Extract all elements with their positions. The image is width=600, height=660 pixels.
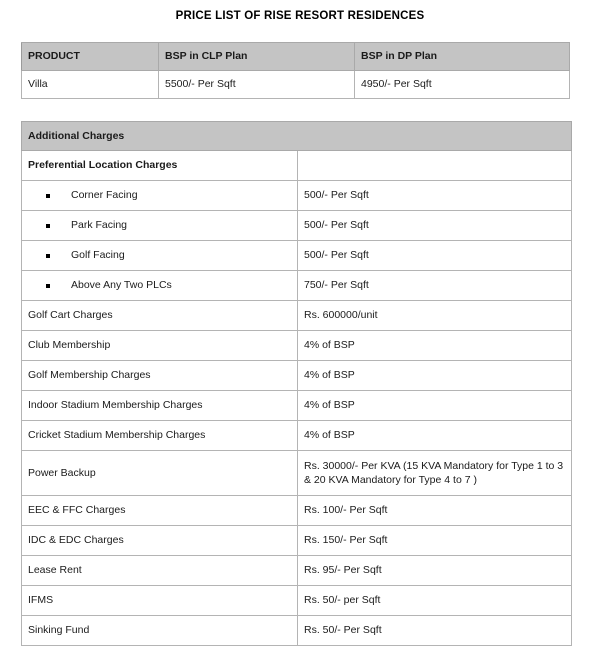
table-row (22, 586, 572, 616)
table-row (22, 361, 572, 391)
bullet-square-icon (46, 254, 50, 258)
table-row (22, 211, 572, 241)
cell-charge-label: Golf Cart Charges (22, 301, 298, 331)
additional-charges-table (21, 121, 572, 646)
section-title-additional-charges: Additional Charges (22, 122, 572, 151)
cell-charge-value: 4% of BSP (298, 331, 572, 361)
cell-charge-value: Rs. 95/- Per Sqft (298, 556, 572, 586)
cell-charge-value: 4% of BSP (298, 361, 572, 391)
table-row (22, 71, 570, 99)
bullet-square-icon (46, 284, 50, 288)
cell-charge-label: Golf Membership Charges (22, 361, 298, 391)
table-row (22, 496, 572, 526)
cell-charge-label: Club Membership (22, 331, 298, 361)
cell-charge-label: IFMS (22, 586, 298, 616)
cell-charge-label: IDC & EDC Charges (22, 526, 298, 556)
cell-charge-value: Rs. 100/- Per Sqft (298, 496, 572, 526)
charge-label-text: Corner Facing (71, 189, 138, 201)
cell-charge-value: 500/- Per Sqft (298, 241, 572, 271)
table-row (22, 556, 572, 586)
price-list-table (21, 42, 570, 99)
cell-charge-value (298, 451, 572, 496)
charge-value-text: Rs. 30000/- Per KVA (15 KVA Mandatory for Type 1 to 3 & 20 KVA Mandatory for Type 4 to 7 ) (304, 459, 564, 486)
table-row (22, 451, 572, 496)
cell-bsp-dp-value: 4950/- Per Sqft (355, 71, 570, 99)
cell-charge-value: 4% of BSP (298, 421, 572, 451)
cell-charge-value: Rs. 50/- Per Sqft (298, 616, 572, 646)
cell-charge-value: 500/- Per Sqft (298, 181, 572, 211)
table-row (22, 331, 572, 361)
cell-charge-label: EEC & FFC Charges (22, 496, 298, 526)
charge-label-text: Golf Facing (71, 249, 125, 261)
cell-charge-label (22, 211, 298, 241)
table-row (22, 301, 572, 331)
table-row (22, 526, 572, 556)
table-row (22, 421, 572, 451)
bullet-square-icon (46, 224, 50, 228)
section-header-row (22, 122, 572, 151)
plc-group-label: Preferential Location Charges (22, 151, 298, 181)
charge-label-text: Above Any Two PLCs (71, 279, 172, 291)
cell-product-name: Villa (22, 71, 159, 99)
cell-charge-label: Sinking Fund (22, 616, 298, 646)
cell-bsp-clp-value: 5500/- Per Sqft (159, 71, 355, 99)
bullet-square-icon (46, 194, 50, 198)
table-row (22, 616, 572, 646)
table-row (22, 241, 572, 271)
cell-charge-value: Rs. 50/- per Sqft (298, 586, 572, 616)
cell-charge-value: 750/- Per Sqft (298, 271, 572, 301)
cell-charge-label: Cricket Stadium Membership Charges (22, 421, 298, 451)
cell-charge-label: Lease Rent (22, 556, 298, 586)
cell-charge-value: Rs. 600000/unit (298, 301, 572, 331)
table-row (22, 271, 572, 301)
column-header-bsp-clp: BSP in CLP Plan (159, 43, 355, 71)
cell-charge-label (22, 241, 298, 271)
cell-charge-label: Indoor Stadium Membership Charges (22, 391, 298, 421)
plc-group-row (22, 151, 572, 181)
table-row (22, 391, 572, 421)
column-header-product: PRODUCT (22, 43, 159, 71)
price-table-header-row (22, 43, 570, 71)
cell-charge-label: Power Backup (22, 451, 298, 496)
charge-label-text: Park Facing (71, 219, 128, 231)
cell-charge-label (22, 271, 298, 301)
cell-charge-value: 500/- Per Sqft (298, 211, 572, 241)
column-header-bsp-dp: BSP in DP Plan (355, 43, 570, 71)
page-title: PRICE LIST OF RISE RESORT RESIDENCES (175, 10, 425, 22)
cell-charge-value: Rs. 150/- Per Sqft (298, 526, 572, 556)
cell-charge-label (22, 181, 298, 211)
plc-group-value (298, 151, 572, 181)
table-row (22, 181, 572, 211)
cell-charge-value: 4% of BSP (298, 391, 572, 421)
